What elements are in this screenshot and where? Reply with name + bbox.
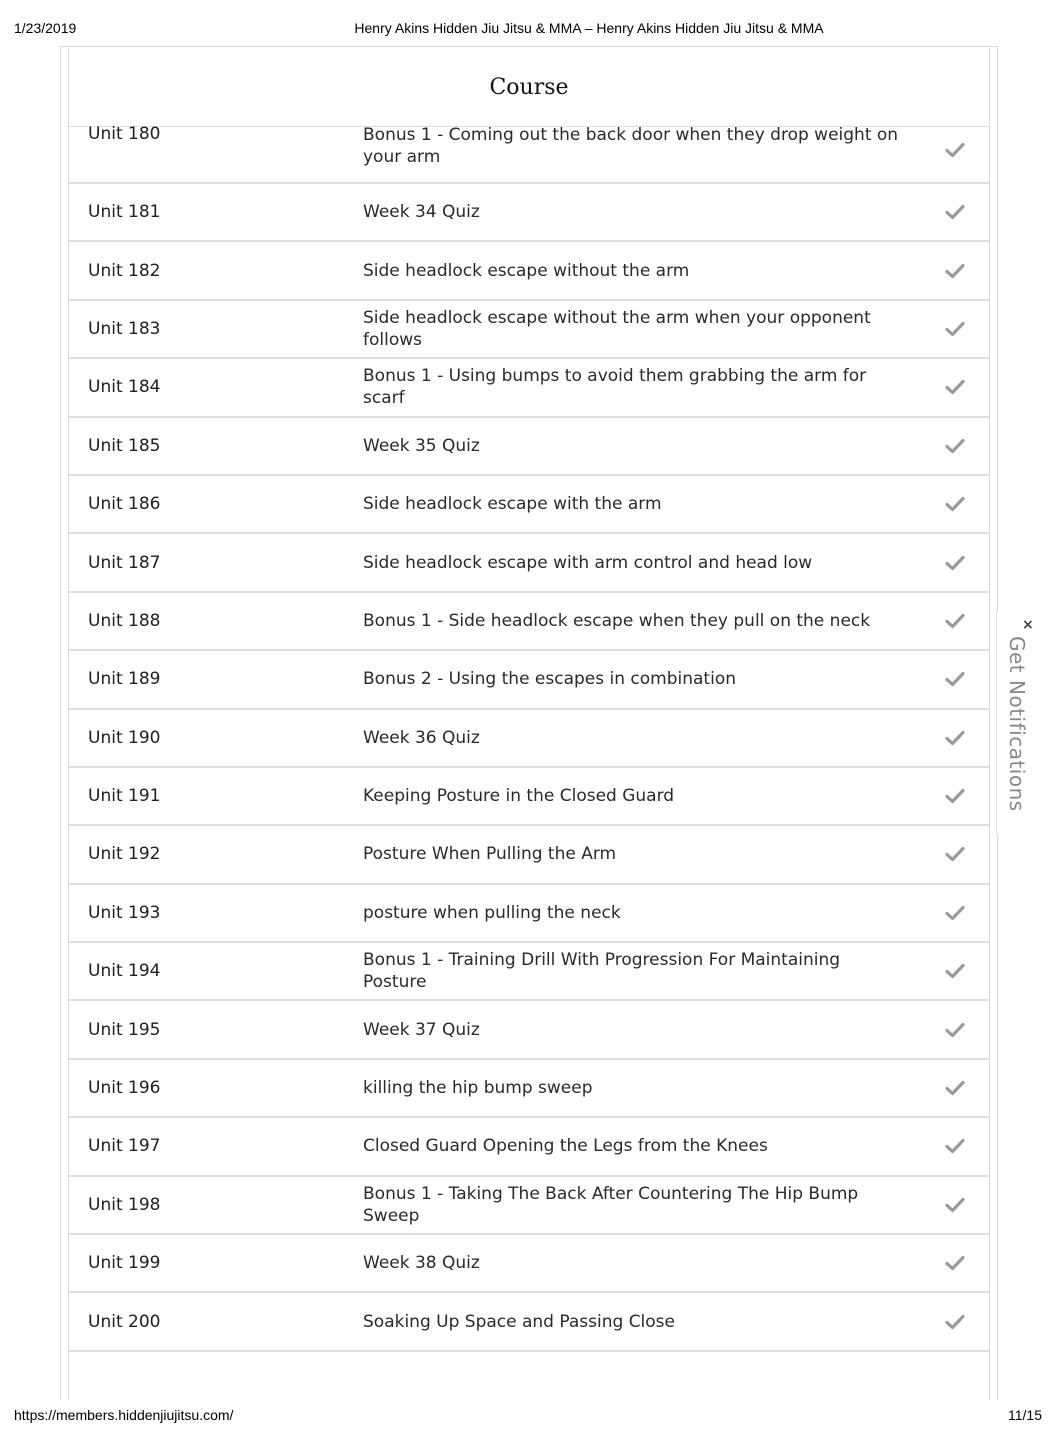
unit-number[interactable]: Unit 185 xyxy=(88,435,161,456)
unit-number[interactable]: Unit 192 xyxy=(88,844,161,865)
get-notifications-label[interactable]: Get Notifications xyxy=(1005,636,1029,812)
unit-title-link[interactable]: Closed Guard Opening the Legs from the Knees xyxy=(363,1136,768,1157)
check-icon xyxy=(945,671,965,687)
course-heading: Course xyxy=(69,48,989,127)
unit-row[interactable] xyxy=(69,476,989,534)
unit-row[interactable] xyxy=(69,943,989,1001)
check-icon xyxy=(945,142,965,158)
unit-list xyxy=(69,126,989,1352)
unit-row[interactable] xyxy=(69,301,989,359)
check-icon xyxy=(945,379,965,395)
unit-title-link[interactable]: Bonus 2 - Using the escapes in combination xyxy=(363,669,736,690)
unit-row[interactable] xyxy=(69,1293,989,1351)
check-icon xyxy=(945,730,965,746)
unit-row[interactable] xyxy=(69,826,989,884)
print-date: 1/23/2019 xyxy=(14,20,77,36)
unit-row[interactable] xyxy=(69,1060,989,1118)
unit-row[interactable] xyxy=(69,1118,989,1176)
unit-row[interactable] xyxy=(69,1001,989,1059)
unit-row[interactable] xyxy=(69,593,989,651)
check-icon xyxy=(945,204,965,220)
print-header xyxy=(0,20,1056,40)
unit-title-link[interactable]: Side headlock escape without the arm xyxy=(363,260,690,281)
unit-title-link[interactable]: Bonus 1 - Taking The Back After Countering The Hip Bump Sweep xyxy=(363,1183,859,1226)
unit-title-link[interactable]: Side headlock escape without the arm when your opponent follows xyxy=(363,307,871,350)
unit-row[interactable] xyxy=(69,242,989,300)
unit-title-link[interactable]: Week 36 Quiz xyxy=(363,727,480,748)
unit-number[interactable]: Unit 181 xyxy=(88,202,161,223)
unit-title-link[interactable]: posture when pulling the neck xyxy=(363,902,621,923)
unit-number[interactable]: Unit 186 xyxy=(88,494,161,515)
unit-title-link[interactable]: Side headlock escape with arm control and head low xyxy=(363,552,813,573)
unit-title-link[interactable]: Week 34 Quiz xyxy=(363,202,480,223)
unit-number[interactable]: Unit 197 xyxy=(88,1136,161,1157)
check-icon xyxy=(945,1138,965,1154)
unit-number[interactable]: Unit 198 xyxy=(88,1194,161,1215)
unit-row[interactable] xyxy=(69,885,989,943)
check-icon xyxy=(945,905,965,921)
unit-number[interactable]: Unit 189 xyxy=(88,669,161,690)
check-icon xyxy=(945,496,965,512)
unit-row[interactable] xyxy=(69,1177,989,1235)
unit-row[interactable] xyxy=(69,1235,989,1293)
unit-row[interactable] xyxy=(69,126,989,184)
print-page-title: Henry Akins Hidden Jiu Jitsu & MMA – Henry Akins Hidden Jiu Jitsu & MMA xyxy=(354,20,824,36)
unit-title-link[interactable]: Bonus 1 - Coming out the back door when they drop weight on your arm xyxy=(363,125,899,167)
unit-number[interactable]: Unit 196 xyxy=(88,1078,161,1099)
unit-number[interactable]: Unit 200 xyxy=(88,1311,161,1332)
check-icon xyxy=(945,1197,965,1213)
unit-row[interactable] xyxy=(69,768,989,826)
check-icon xyxy=(945,788,965,804)
unit-row[interactable] xyxy=(69,359,989,417)
unit-number[interactable]: Unit 183 xyxy=(88,318,161,339)
unit-title-link[interactable]: Bonus 1 - Side headlock escape when they pull on the neck xyxy=(363,610,871,631)
unit-title-link[interactable]: Side headlock escape with the arm xyxy=(363,494,662,515)
print-footer xyxy=(0,1407,1056,1427)
unit-row[interactable] xyxy=(69,710,989,768)
print-page-number: 11/15 xyxy=(1008,1407,1042,1423)
check-icon xyxy=(945,1022,965,1038)
unit-title-link[interactable]: Bonus 1 - Training Drill With Progression For Maintaining Posture xyxy=(363,950,841,993)
unit-number[interactable]: Unit 188 xyxy=(88,610,161,631)
unit-number[interactable]: Unit 180 xyxy=(88,124,161,144)
check-icon xyxy=(945,1255,965,1271)
unit-number[interactable]: Unit 182 xyxy=(88,260,161,281)
unit-title-link[interactable]: Posture When Pulling the Arm xyxy=(363,844,617,865)
check-icon xyxy=(945,1080,965,1096)
unit-number[interactable]: Unit 191 xyxy=(88,786,161,807)
unit-title-link[interactable]: Week 37 Quiz xyxy=(363,1019,480,1040)
course-panel xyxy=(68,48,990,1400)
unit-number[interactable]: Unit 194 xyxy=(88,961,161,982)
unit-number[interactable]: Unit 193 xyxy=(88,902,161,923)
check-icon xyxy=(945,1314,965,1330)
check-icon xyxy=(945,963,965,979)
unit-number[interactable]: Unit 190 xyxy=(88,727,161,748)
unit-number[interactable]: Unit 187 xyxy=(88,552,161,573)
unit-number[interactable]: Unit 195 xyxy=(88,1019,161,1040)
unit-title-link[interactable]: Bonus 1 - Using bumps to avoid them grabbing the arm for scarf xyxy=(363,366,867,409)
unit-row[interactable] xyxy=(69,184,989,242)
check-icon xyxy=(945,263,965,279)
unit-title-link[interactable]: killing the hip bump sweep xyxy=(363,1078,593,1099)
unit-title-link[interactable]: Week 38 Quiz xyxy=(363,1253,480,1274)
unit-row[interactable] xyxy=(69,418,989,476)
check-icon xyxy=(945,321,965,337)
unit-number[interactable]: Unit 184 xyxy=(88,377,161,398)
unit-row[interactable] xyxy=(69,534,989,592)
check-icon xyxy=(945,438,965,454)
check-icon xyxy=(945,846,965,862)
unit-title-link[interactable]: Soaking Up Space and Passing Close xyxy=(363,1311,676,1332)
print-url: https://members.hiddenjiujitsu.com/ xyxy=(14,1407,234,1423)
unit-row[interactable] xyxy=(69,651,989,709)
check-icon xyxy=(945,555,965,571)
unit-number[interactable]: Unit 199 xyxy=(88,1253,161,1274)
close-icon[interactable]: × xyxy=(1022,617,1034,633)
unit-title-link[interactable]: Keeping Posture in the Closed Guard xyxy=(363,786,675,807)
check-icon xyxy=(945,613,965,629)
unit-title-link[interactable]: Week 35 Quiz xyxy=(363,435,480,456)
